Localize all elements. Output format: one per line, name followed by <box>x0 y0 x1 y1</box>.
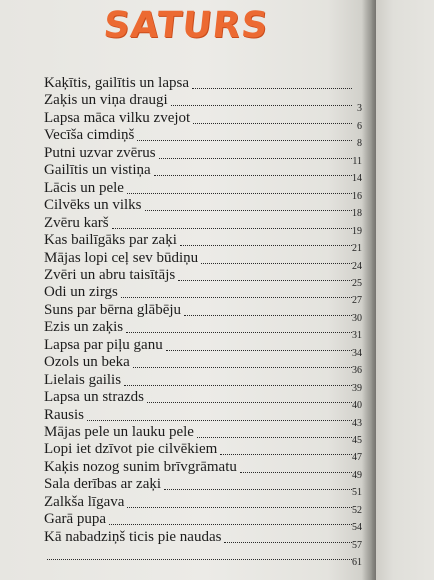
toc-page-number: 57 <box>352 539 362 551</box>
toc-page-number: 36 <box>352 365 362 377</box>
toc-page-number: 24 <box>352 260 362 272</box>
toc-entry-title: Zalkša līgava <box>44 493 125 510</box>
toc-page-number: 30 <box>352 312 362 324</box>
toc-dot-leader <box>47 559 352 560</box>
toc-page-number: 40 <box>352 400 362 412</box>
toc-entry-title: Odi un zirgs <box>44 284 118 301</box>
toc-entry-title: Rausis <box>44 406 85 423</box>
toc-page-number: 54 <box>352 522 362 534</box>
toc-page-number: 3 <box>357 103 362 115</box>
toc-entry-title: Lapsa māca vilku zvejot <box>44 109 191 126</box>
toc-entry-title: Mājas pele un lauku pele <box>44 424 194 440</box>
toc-entry-title: Zaķis un viņa draugi <box>44 92 168 109</box>
toc-entry-title: Ezis un zaķis <box>44 319 124 336</box>
toc-page-number: 19 <box>352 225 362 237</box>
toc-entry-title: Zvēru karš <box>44 214 109 231</box>
toc-page-number: 47 <box>352 452 362 464</box>
toc-page-number: 14 <box>352 173 362 185</box>
toc-entry-title: Kaķis nozog sunim brīvgrāmatu <box>44 458 237 475</box>
toc-entry-title: Putni uzvar zvērus <box>44 144 156 161</box>
toc-page-number: 49 <box>352 469 362 481</box>
toc-page-number: 34 <box>352 347 362 359</box>
toc-page-number: 25 <box>352 277 362 289</box>
toc-entry-title: Lapsa un strazds <box>44 389 144 406</box>
toc-entry-title: Mājas lopi ceļ sev būdiņu <box>44 249 199 266</box>
toc-entry-title: Garā pupa <box>44 511 107 528</box>
toc-page-number: 45 <box>352 435 362 446</box>
toc-page-number: 21 <box>352 243 362 255</box>
toc-page-number: 16 <box>352 190 362 202</box>
toc-page-number: 8 <box>357 138 362 150</box>
toc-entry-title: Kas bailīgāks par zaķi <box>44 232 177 249</box>
book-gutter-shadow <box>362 0 376 580</box>
toc-entry-title: Lopi iet dzīvot pie cilvēkiem <box>44 441 218 458</box>
toc-entry-title: Kā nabadziņš ticis pie naudas <box>44 528 222 545</box>
toc-entry <box>44 543 364 569</box>
toc-entry-title: Zvēri un abru taisītājs <box>44 266 176 283</box>
toc-page-number: 39 <box>352 382 362 394</box>
toc-page-number: 11 <box>352 155 362 167</box>
toc-page-number: 27 <box>352 295 362 307</box>
toc-entry-title: Sala derības ar zaķi <box>44 476 162 493</box>
book-page-right <box>376 0 434 580</box>
toc-page-number: 61 <box>352 557 362 569</box>
toc-entry-title: Cilvēks un vilks <box>44 197 142 214</box>
page-title: SATURS <box>101 5 271 46</box>
toc-entry-title: Vecīša cimdiņš <box>44 127 135 144</box>
toc-page-number: 18 <box>352 208 362 220</box>
toc-page-number: 43 <box>352 417 362 429</box>
toc-entry-title: Ozols un beka <box>44 354 130 371</box>
toc-page-number: 6 <box>357 120 362 132</box>
toc-entry-title: Kaķītis, gailītis un lapsa <box>44 75 189 91</box>
toc-entry-title: Gailītis un vistiņa <box>44 162 151 179</box>
toc-entry-title: Lācis un pele <box>44 179 124 196</box>
toc-entry-title: Suns par bērna glābēju <box>44 301 182 318</box>
toc-page-number: 51 <box>352 487 362 499</box>
toc-page-number: 52 <box>352 504 362 516</box>
toc-entry-title: Lielais gailis <box>44 371 122 388</box>
toc-page-number: 31 <box>352 330 362 342</box>
toc-entry-title: Lapsa par piļu ganu <box>44 336 163 353</box>
